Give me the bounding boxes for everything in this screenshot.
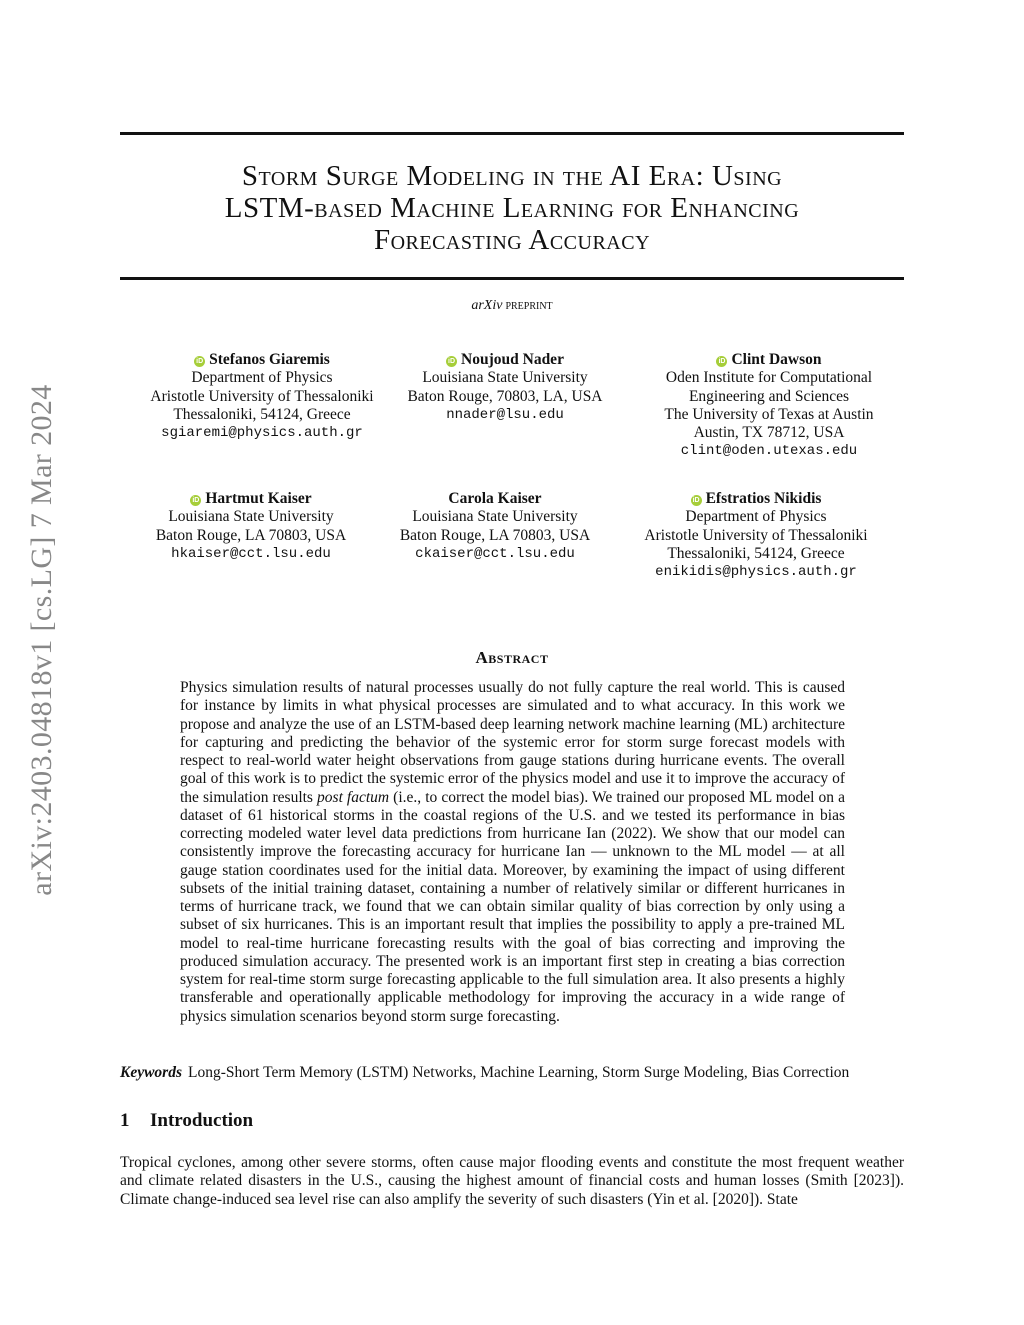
author-affiliation: Baton Rouge, LA 70803, USA (399, 526, 591, 544)
abstract-heading: Abstract (475, 648, 549, 667)
author-affiliation: Engineering and Sciences (688, 387, 850, 405)
section-heading (120, 1110, 253, 1132)
author-email[interactable]: clint@oden.utexas.edu (680, 443, 858, 460)
author-block (365, 490, 625, 563)
keywords (120, 1064, 910, 1082)
author-affiliation: Baton Rouge, LA 70803, USA (155, 526, 347, 544)
author-affiliation: Department of Physics (685, 508, 827, 526)
author-email[interactable]: nnader@lsu.edu (446, 406, 564, 423)
orcid-icon[interactable]: iD (448, 358, 456, 365)
abstract-text: Physics simulation results of natural processes usually do not fully capture the real world. This is caused for instance by limits in what physical processes are simulated and to what accuracy. In this work we propose and analyze the use of an LSTM-based deep learning network machine learning (ML) architecture for capturing and predicting the behavior of the systemic error for storm surge forecast models with respect to real-world water height observations from gauge stations during hurricane events. The overall goal of this work is to predict the systemic error of the physics model and use it to improve the accuracy of the simulation results (180, 679, 845, 806)
author-name: Carola Kaiser (448, 490, 542, 507)
author-name: Stefanos Giaremis (209, 351, 330, 368)
author-affiliation: Thessaloniki, 54124, Greece (173, 405, 351, 423)
author-name: Hartmut Kaiser (205, 490, 312, 507)
orcid-icon[interactable]: iD (718, 358, 726, 365)
author-email[interactable]: enikidis@physics.auth.gr (655, 564, 857, 581)
author-affiliation: The University of Texas at Austin (664, 405, 874, 423)
preprint-label (120, 298, 904, 314)
author-affiliation: Louisiana State University (168, 508, 334, 526)
section-number: 1 (120, 1110, 130, 1131)
author-block (121, 490, 381, 563)
abstract-body (180, 679, 845, 1026)
author-affiliation: Louisiana State University (422, 369, 588, 387)
author-name: Noujoud Nader (461, 351, 564, 368)
author-affiliation: Oden Institute for Computational (665, 369, 873, 387)
keywords-label: Keywords (120, 1064, 182, 1081)
section-title: Introduction (150, 1110, 254, 1131)
author-affiliation: Louisiana State University (412, 508, 578, 526)
author-affiliation: Aristotle University of Thessaloniki (150, 387, 374, 405)
orcid-icon[interactable]: iD (692, 497, 700, 504)
preprint-arxiv: arXiv (471, 298, 503, 313)
paper-title (120, 160, 904, 256)
author-affiliation: Thessaloniki, 54124, Greece (667, 544, 845, 562)
author-block (626, 490, 886, 581)
title-rule-top (120, 132, 904, 135)
author-block (375, 351, 635, 424)
author-affiliation: Department of Physics (191, 369, 333, 387)
author-block (639, 351, 899, 461)
abstract-text: (i.e., to correct the model bias). We trained our proposed ML model on a dataset of 61 historical storms in the coastal regions of the U.S. and we tested its performance in bias correcting modeled water level data predictions from hurricane Ian (2022). We show that our model can consistently improve the forecasting accuracy for hurricane Ian — unknown to the ML model — at all gauge station coordinates used for the initial data. Moreover, by examining the impact of using different subsets of the initial training dataset, containing a number of relatively similar or different hurricanes in terms of hurricane track, we found that we can obtain similar quality of bias correction by only using a subset of six hurricanes. This is an important result that implies the possibility to apply a pre-trained ML model to real-time hurricane forecasting results with the goal of bias correcting and improving the produced simulation accuracy. The presented work is an important first step in creating a bias correction system for real-time storm surge forecasting applicable to the full simulation area. It also presents a highly transferable and operationally applicable methodology for improving the accuracy in a wide range of physics simulation scenarios beyond storm surge forecasting. (180, 788, 845, 1025)
author-email[interactable]: sgiaremi@physics.auth.gr (161, 425, 363, 442)
author-affiliation: Austin, TX 78712, USA (693, 424, 845, 442)
author-affiliation: Aristotle University of Thessaloniki (644, 526, 868, 544)
preprint-word: preprint (505, 298, 553, 313)
arxiv-side-stamp: arXiv:2403.04818v1 [cs.LG] 7 Mar 2024 (25, 384, 58, 896)
author-block (132, 351, 392, 442)
author-name: Clint Dawson (731, 351, 822, 368)
author-email[interactable]: hkaiser@cct.lsu.edu (171, 545, 331, 562)
abstract-italic-term: post factum (317, 788, 390, 806)
title-rule-bottom (120, 277, 904, 280)
author-name: Efstratios Nikidis (705, 490, 822, 507)
keywords-text: Long-Short Term Memory (LSTM) Networks, Machine Learning, Storm Surge Modeling, Bias Correction (188, 1064, 850, 1081)
intro-paragraph: Tropical cyclones, among other severe storms, often cause major flooding events and constitute the most frequent weather and climate related disasters in the U.S., causing the highest amount of financial costs and human losses (Smith [2023]). Climate change-induced sea level rise can also amplify the severity of such disasters (Yin et al. [2020]). State (120, 1154, 904, 1208)
orcid-icon[interactable]: iD (192, 497, 200, 504)
author-email[interactable]: ckaiser@cct.lsu.edu (415, 545, 575, 562)
title-line: Forecasting Accuracy (373, 224, 651, 256)
title-line: Storm Surge Modeling in the AI Era: Using (241, 160, 783, 192)
title-line: LSTM-based Machine Learning for Enhancing (224, 192, 800, 224)
author-affiliation: Baton Rouge, 70803, LA, USA (407, 387, 603, 405)
orcid-icon[interactable]: iD (196, 358, 204, 365)
